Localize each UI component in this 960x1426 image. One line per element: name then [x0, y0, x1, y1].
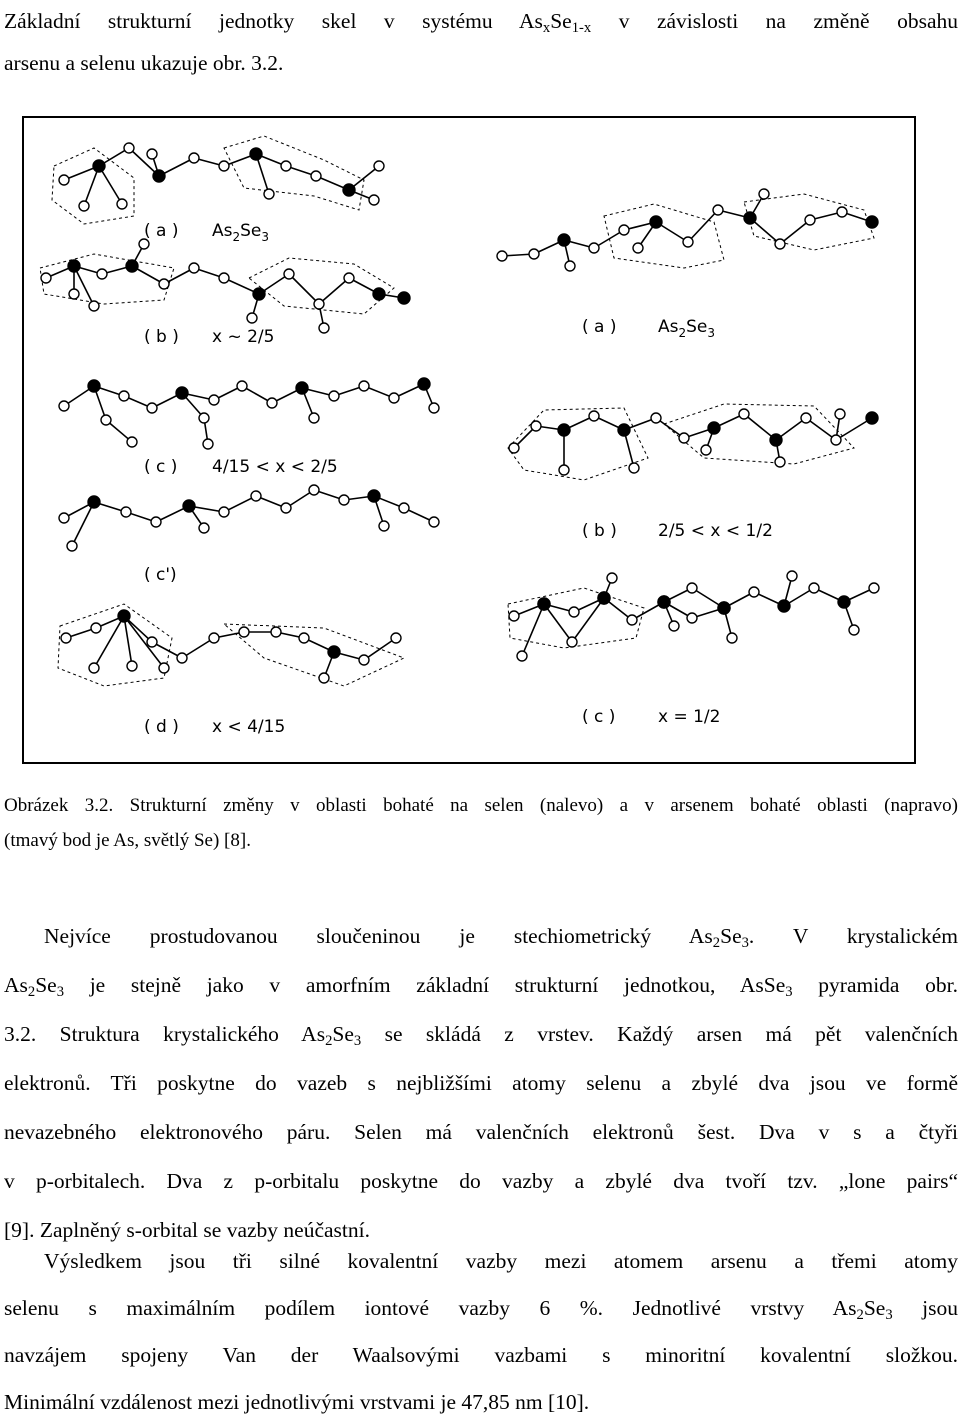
se-atom: [687, 583, 697, 593]
se-atom: [509, 611, 519, 621]
as-atom: [373, 288, 385, 300]
se-atom: [267, 398, 277, 408]
se-atom: [203, 439, 213, 449]
as-atom: [183, 500, 195, 512]
se-atom: [633, 243, 643, 253]
se-atom: [389, 393, 399, 403]
as-atom: [88, 380, 100, 392]
as-atom: [650, 216, 662, 228]
se-atom: [219, 507, 229, 517]
se-atom: [319, 323, 329, 333]
right-c-label: ( c ): [582, 707, 616, 727]
se-atom: [529, 249, 539, 259]
se-atom: [117, 199, 127, 209]
structure-figure: [22, 116, 916, 764]
se-atom: [369, 195, 379, 205]
left-c2-label: ( c'): [144, 565, 177, 585]
subscript: 2: [27, 984, 36, 1001]
se-atom: [159, 279, 169, 289]
se-atom: [247, 313, 257, 323]
subscript: x: [542, 20, 551, 37]
se-atom: [209, 395, 219, 405]
se-atom: [199, 413, 209, 423]
se-atom: [619, 225, 629, 235]
right-a-formula: $As_2Se_3$: [658, 317, 716, 340]
bond-line: [688, 210, 718, 242]
bond-line: [74, 266, 94, 306]
text: se skládá z vrstev. Každý arsen má pět valenčních: [361, 1022, 958, 1046]
structure-diagram: [24, 118, 914, 762]
se-atom: [787, 571, 797, 581]
left-c-label: ( c ): [144, 457, 178, 477]
as-atom: [418, 378, 430, 390]
as-atom: [343, 184, 355, 196]
intro-paragraph: [4, 0, 958, 84]
unit-outline: [664, 404, 854, 464]
left-b-label: ( b ): [144, 327, 179, 347]
p1-line-2: [4, 961, 958, 1010]
se-atom: [91, 623, 101, 633]
se-atom: [607, 573, 617, 583]
as-atom: [770, 434, 782, 446]
as-atom: [296, 382, 308, 394]
as-atom: [398, 292, 410, 304]
se-atom: [687, 613, 697, 623]
se-atom: [79, 201, 89, 211]
se-atom: [309, 485, 319, 495]
se-atom: [359, 655, 369, 665]
p1-line-5: nevazebného elektronového páru. Selen má valenčních elektronů šest. Dva v s a čtyři: [4, 1120, 958, 1144]
se-atom: [809, 583, 819, 593]
se-atom: [67, 541, 77, 551]
se-atom: [429, 403, 439, 413]
unit-outline: [52, 148, 134, 224]
se-atom: [589, 411, 599, 421]
se-atom: [589, 243, 599, 253]
p1-line-3: [4, 1010, 958, 1059]
as-atom: [88, 496, 100, 508]
se-atom: [177, 653, 187, 663]
text: Se: [35, 973, 57, 997]
se-atom: [97, 269, 107, 279]
paragraph-2: [4, 1238, 958, 1426]
unit-outline: [224, 624, 404, 686]
se-atom: [727, 633, 737, 643]
se-atom: [89, 301, 99, 311]
left-d-condition: x < 4/15: [212, 717, 286, 737]
se-atom: [329, 391, 339, 401]
p1-line-4: elektronů. Tři poskytne do vazeb s nejbližšími atomy selenu a zbylé dva jsou ve formě: [4, 1071, 958, 1095]
se-atom: [837, 207, 847, 217]
left-d-label: ( d ): [144, 717, 179, 737]
p1-line-7: [9]. Zaplněný s-orbital se vazby neúčastní.: [4, 1218, 370, 1242]
se-atom: [359, 381, 369, 391]
p2-line-4: Minimální vzdálenost mezi jednotlivými vrstvami je 47,85 nm [10].: [4, 1390, 590, 1414]
se-atom: [835, 409, 845, 419]
as-atom: [658, 596, 670, 608]
as-atom: [558, 424, 570, 436]
text: je stejně jako v amorfním základní strukturní jednotkou, AsSe: [64, 973, 786, 997]
text: As: [4, 973, 28, 997]
se-atom: [89, 663, 99, 673]
se-atom: [124, 143, 134, 153]
text: . V krystalickém: [748, 924, 958, 948]
se-atom: [271, 627, 281, 637]
p1-line-6: v p-orbitalech. Dva z p-orbitalu poskytne do vazby a zbylé dva tvoří tzv. „lone pairs“: [4, 1169, 958, 1193]
se-atom: [69, 289, 79, 299]
se-atom: [739, 409, 749, 419]
left-c-condition: 4/15 < x < 2/5: [212, 457, 338, 477]
se-atom: [497, 251, 507, 261]
se-atom: [189, 153, 199, 163]
paragraph-1: [4, 912, 958, 1255]
caption-line-1: Obrázek 3.2. Strukturní změny v oblasti bohaté na selen (nalevo) a v arsenem bohaté oblasti (napravo): [4, 795, 958, 816]
se-atom: [127, 661, 137, 671]
p1-line-1: [4, 912, 958, 961]
text: Se: [720, 924, 742, 948]
se-atom: [559, 465, 569, 475]
se-atom: [309, 413, 319, 423]
se-atom: [801, 413, 811, 423]
bond-line: [364, 638, 396, 660]
subscript: 2: [325, 1033, 333, 1050]
right-a-label: ( a ): [582, 317, 617, 337]
se-atom: [869, 583, 879, 593]
p2-line-2: [4, 1285, 958, 1332]
se-atom: [59, 175, 69, 185]
se-atom: [119, 391, 129, 401]
as-atom: [68, 260, 80, 272]
as-atom: [558, 234, 570, 246]
subscript: 1-x: [571, 20, 592, 37]
se-atom: [374, 161, 384, 171]
bond-line: [124, 616, 132, 666]
text: pyramida obr.: [792, 973, 958, 997]
text: Nejvíce prostudovanou sloučeninou je stechiometrický As: [44, 924, 713, 948]
se-atom: [311, 171, 321, 181]
p2-line-3: navzájem spojeny Van der Waalsovými vazbami s minoritní kovalentní složkou.: [4, 1343, 958, 1367]
se-atom: [189, 263, 199, 273]
se-atom: [59, 513, 69, 523]
se-atom: [683, 237, 693, 247]
as-atom: [744, 212, 756, 224]
se-atom: [284, 269, 294, 279]
text: Se: [332, 1022, 354, 1046]
se-atom: [127, 437, 137, 447]
se-atom: [379, 521, 389, 531]
se-atom: [121, 507, 131, 517]
se-atom: [679, 433, 689, 443]
subscript: 2: [856, 1307, 864, 1324]
se-atom: [237, 381, 247, 391]
as-atom: [618, 424, 630, 436]
unit-outline: [224, 136, 364, 210]
right-c-condition: x = 1/2: [658, 707, 721, 727]
se-atom: [319, 673, 329, 683]
se-atom: [629, 463, 639, 473]
se-atom: [147, 149, 157, 159]
as-atom: [538, 598, 550, 610]
se-atom: [517, 651, 527, 661]
se-atom: [339, 495, 349, 505]
subscript: 3: [885, 1307, 893, 1324]
as-atom: [176, 387, 188, 399]
se-atom: [101, 415, 111, 425]
se-atom: [299, 633, 309, 643]
se-atom: [701, 445, 711, 455]
left-b-condition: x ~ 2/5: [212, 327, 275, 347]
se-atom: [567, 637, 577, 647]
se-atom: [344, 273, 354, 283]
se-atom: [251, 491, 261, 501]
se-atom: [281, 161, 291, 171]
subscript: 3: [785, 984, 793, 1001]
as-atom: [778, 600, 790, 612]
se-atom: [391, 633, 401, 643]
as-atom: [153, 170, 165, 182]
se-atom: [151, 517, 161, 527]
subscript: 3: [56, 984, 65, 1001]
as-atom: [328, 646, 340, 658]
se-atom: [61, 633, 71, 643]
bond-line: [780, 220, 810, 244]
bond-line: [319, 278, 349, 304]
intro-line-1: [4, 0, 958, 42]
se-atom: [569, 607, 579, 617]
intro-text: Se: [550, 9, 572, 33]
se-atom: [749, 587, 759, 597]
se-atom: [805, 215, 815, 225]
left-a-label: ( a ): [144, 221, 179, 241]
se-atom: [209, 633, 219, 643]
intro-line-2: arsenu a selenu ukazuje obr. 3.2.: [4, 51, 284, 75]
se-atom: [759, 189, 769, 199]
text: selenu s maximálním podílem iontové vazby 6 %. Jednotlivé vrstvy As: [4, 1296, 857, 1320]
bond-line: [124, 616, 164, 668]
se-atom: [831, 435, 841, 445]
unit-outline: [604, 204, 724, 268]
subscript: 3: [353, 1033, 362, 1050]
subscript: 2: [712, 935, 721, 952]
as-atom: [866, 412, 878, 424]
se-atom: [509, 443, 519, 453]
p2-line-1: Výsledkem jsou tři silné kovalentní vazby mezi atomem arsenu a třemi atomy: [44, 1249, 958, 1273]
figure-caption: [4, 788, 958, 858]
se-atom: [399, 503, 409, 513]
se-atom: [239, 627, 249, 637]
intro-text: Základní strukturní jednotky skel v systému As: [4, 9, 543, 33]
caption-line-2: (tmavý bod je As, světlý Se) [8].: [4, 830, 251, 851]
as-atom: [838, 596, 850, 608]
se-atom: [651, 413, 661, 423]
bond-line: [289, 274, 319, 304]
se-atom: [565, 261, 575, 271]
se-atom: [59, 401, 69, 411]
as-atom: [368, 490, 380, 502]
se-atom: [429, 517, 439, 527]
text: Se: [863, 1296, 886, 1320]
se-atom: [627, 615, 637, 625]
se-atom: [281, 503, 291, 513]
se-atom: [669, 621, 679, 631]
se-atom: [219, 273, 229, 283]
text: 3.2. Struktura krystalického As: [4, 1022, 326, 1046]
intro-text: v závislosti na změně obsahu: [591, 9, 958, 33]
as-atom: [718, 602, 730, 614]
right-b-condition: 2/5 < x < 1/2: [658, 521, 773, 541]
se-atom: [147, 637, 157, 647]
se-atom: [159, 663, 169, 673]
left-a-formula: $As_2Se_3$: [212, 221, 270, 244]
se-atom: [199, 523, 209, 533]
as-atom: [126, 260, 138, 272]
as-atom: [253, 288, 265, 300]
as-atom: [118, 610, 130, 622]
se-atom: [264, 189, 274, 199]
subscript: 3: [741, 935, 749, 952]
se-atom: [713, 205, 723, 215]
se-atom: [775, 239, 785, 249]
se-atom: [531, 421, 541, 431]
se-atom: [775, 457, 785, 467]
se-atom: [147, 403, 157, 413]
se-atom: [219, 161, 229, 171]
se-atom: [314, 299, 324, 309]
se-atom: [849, 625, 859, 635]
as-atom: [93, 160, 105, 172]
right-b-label: ( b ): [582, 521, 617, 541]
as-atom: [708, 422, 720, 434]
se-atom: [41, 273, 51, 283]
as-atom: [598, 592, 610, 604]
as-atom: [250, 148, 262, 160]
text: jsou: [892, 1296, 959, 1320]
as-atom: [866, 216, 878, 228]
